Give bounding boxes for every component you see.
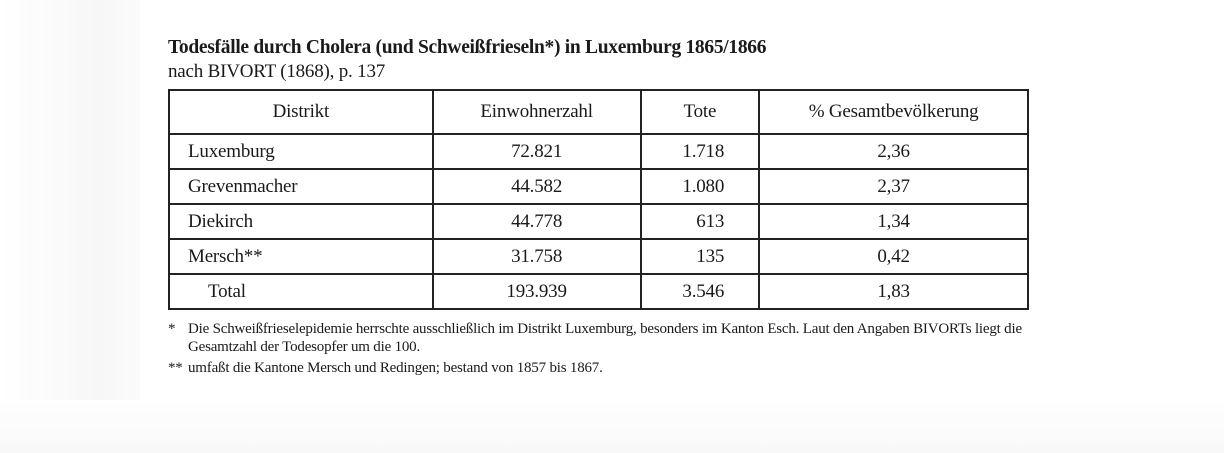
- cell-distrikt: Grevenmacher: [169, 169, 433, 204]
- cell-einwohnerzahl: 44.778: [433, 204, 641, 239]
- page-shading-bottom: [0, 400, 1224, 453]
- footnote-text: umfaßt die Kantone Mersch und Redingen; bestand von 1857 bis 1867.: [188, 360, 603, 376]
- cell-tote: 1.718: [641, 134, 760, 169]
- cell-total-prozent: 1,83: [759, 274, 1028, 309]
- cell-einwohnerzahl: 72.821: [433, 134, 641, 169]
- cell-distrikt: Mersch**: [169, 239, 433, 274]
- header-prozent: % Gesamtbevölkerung: [759, 90, 1028, 134]
- cell-tote: 1.080: [641, 169, 760, 204]
- cell-tote: 613: [641, 204, 760, 239]
- header-tote: Tote: [641, 90, 760, 134]
- table-row: [169, 134, 1028, 169]
- cell-distrikt: Luxemburg: [169, 134, 433, 169]
- cell-prozent: 0,42: [759, 239, 1028, 274]
- table-row: [169, 169, 1028, 204]
- footnote-1: [168, 320, 1048, 356]
- footnote-2: [168, 359, 1048, 377]
- table-title: Todesfälle durch Cholera (und Schweißfrieseln*) in Luxemburg 1865/1866: [168, 37, 767, 58]
- footnote-marker: **: [168, 360, 183, 376]
- header-distrikt: Distrikt: [169, 90, 433, 134]
- table-row: [169, 239, 1028, 274]
- cell-einwohnerzahl: 31.758: [433, 239, 641, 274]
- table-source: nach BIVORT (1868), p. 137: [168, 61, 386, 82]
- cell-total-tote: 3.546: [641, 274, 760, 309]
- cell-einwohnerzahl: 44.582: [433, 169, 641, 204]
- cell-total-einwohnerzahl: 193.939: [433, 274, 641, 309]
- cell-tote: 135: [641, 239, 760, 274]
- table-header-row: [169, 90, 1028, 134]
- table-total-row: [169, 274, 1028, 309]
- page-shading: [0, 0, 140, 453]
- table-row: [169, 204, 1028, 239]
- document-content: [168, 36, 1048, 380]
- footnote-text: Die Schweißfrieselepidemie herrschte ausschließlich im Distrikt Luxemburg, besonders im Kanton Esch. Laut den Angaben BIVORTs liegt die Gesamtzahl der Todesopfer um die 100.: [188, 321, 1022, 355]
- cell-prozent: 2,37: [759, 169, 1028, 204]
- cell-prozent: 1,34: [759, 204, 1028, 239]
- header-einwohnerzahl: Einwohnerzahl: [433, 90, 641, 134]
- cholera-deaths-table: [168, 89, 1029, 310]
- cell-distrikt: Diekirch: [169, 204, 433, 239]
- footnotes: [168, 320, 1048, 377]
- footnote-marker: *: [168, 321, 176, 337]
- cell-prozent: 2,36: [759, 134, 1028, 169]
- cell-total-label: Total: [169, 274, 433, 309]
